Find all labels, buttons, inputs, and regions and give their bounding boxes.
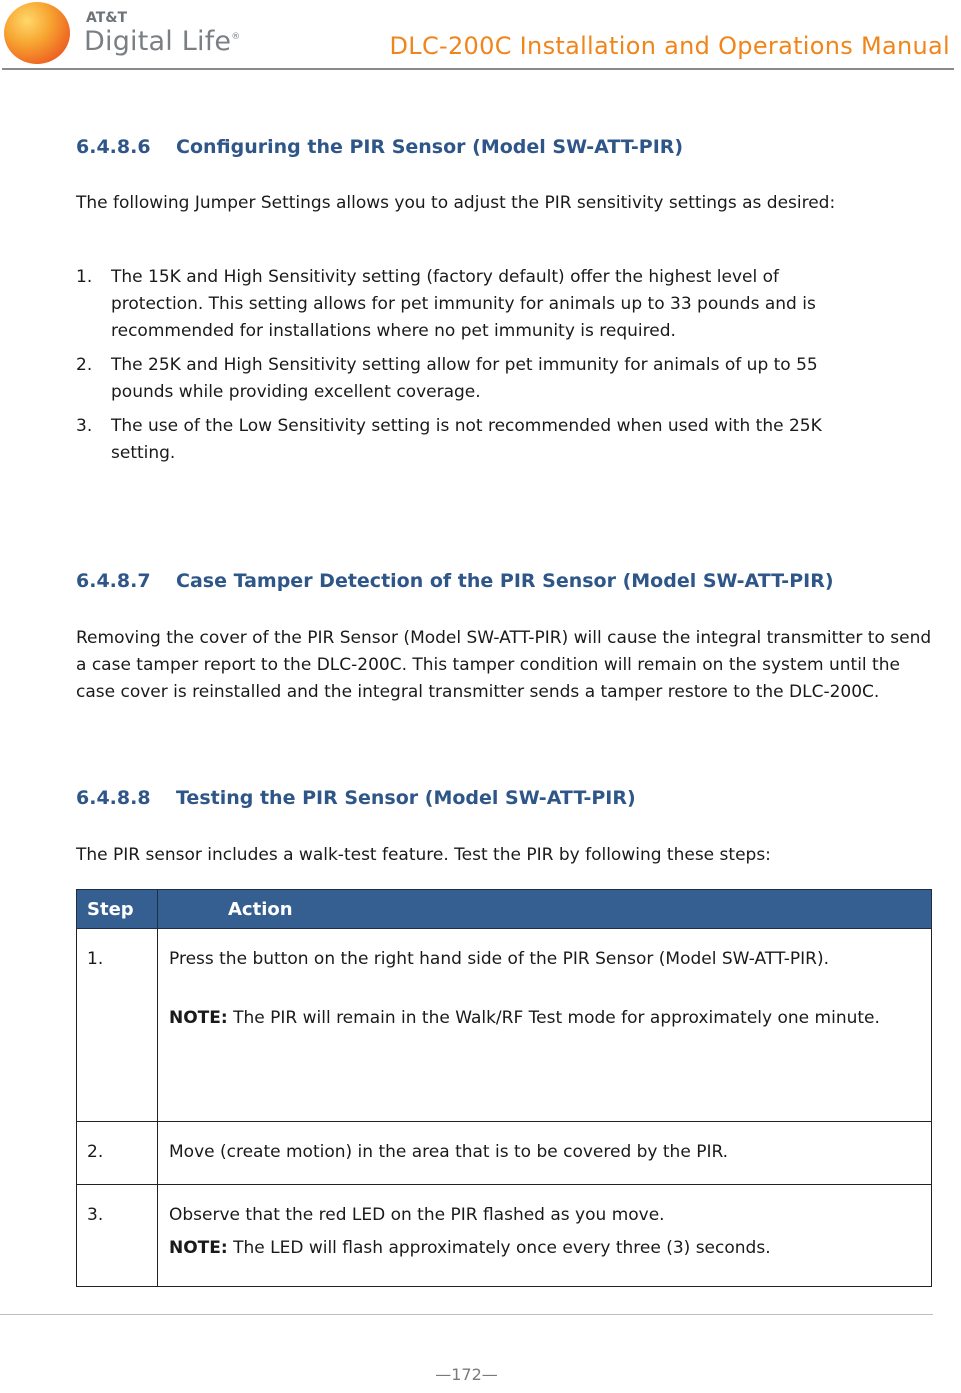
section-intro: The following Jumper Settings allows you to adjust the PIR sensitivity settings as desired:: [76, 193, 836, 213]
action-note: [169, 1236, 911, 1261]
walk-test-steps-table: [76, 889, 932, 1287]
registered-mark: ®: [231, 32, 241, 42]
list-item: [76, 413, 831, 467]
list-number: 3.: [76, 416, 93, 436]
page-header: [0, 0, 961, 72]
section-heading-6-4-8-7: [76, 570, 834, 592]
section-heading-6-4-8-6: [76, 136, 683, 158]
note-label: NOTE:: [169, 1008, 228, 1028]
table-header-row: [77, 890, 932, 929]
table-row: [77, 929, 932, 1122]
section-body: Removing the cover of the PIR Sensor (Model SW-ATT-PIR) will cause the integral transmitter to send a case tamper report to the DLC-200C. This tamper condition will remain on the system until the case cover is reinstalled and the integral transmitter sends a tamper restore to the DLC-200C.: [76, 628, 932, 702]
step-number: 2.: [77, 1122, 158, 1185]
table-row: [77, 1122, 932, 1185]
section-number: 6.4.8.7: [76, 570, 151, 592]
sensitivity-list: [76, 264, 831, 474]
section-number: 6.4.8.6: [76, 136, 151, 158]
section-heading-6-4-8-8: [76, 787, 636, 809]
note-text: The LED will flash approximately once every three (3) seconds.: [227, 1238, 771, 1258]
list-text: The 15K and High Sensitivity setting (factory default) offer the highest level of protection. This setting allows for pet immunity for animals up to 33 pounds and is recommended for installations where no pet immunity is required.: [111, 267, 816, 341]
list-number: 1.: [76, 267, 93, 287]
step-number: 3.: [77, 1185, 158, 1287]
section-title: Testing the PIR Sensor (Model SW-ATT-PIR): [176, 787, 636, 809]
logo-product-text: Digital Life: [84, 26, 232, 57]
action-text: Move (create motion) in the area that is to be covered by the PIR.: [169, 1142, 729, 1162]
section-title: Case Tamper Detection of the PIR Sensor (Model SW-ATT-PIR): [176, 570, 834, 592]
step-action: [158, 1185, 932, 1287]
action-text: Press the button on the right hand side of the PIR Sensor (Model SW-ATT-PIR).: [169, 949, 830, 969]
step-number: 1.: [77, 929, 158, 1122]
section-number: 6.4.8.8: [76, 787, 151, 809]
logo-product: [84, 26, 240, 57]
table-row: [77, 1185, 932, 1287]
action-note: [169, 1006, 911, 1031]
section-title: Configuring the PIR Sensor (Model SW-ATT-PIR): [176, 136, 684, 158]
action-text: Observe that the red LED on the PIR flashed as you move.: [169, 1205, 665, 1225]
section-intro: The PIR sensor includes a walk-test feature. Test the PIR by following these steps:: [76, 845, 771, 865]
logo-brand: AT&T: [86, 10, 128, 26]
list-text: The 25K and High Sensitivity setting allow for pet immunity for animals of up to 55 pounds while providing excellent coverage.: [111, 355, 818, 402]
page-number: —172—: [435, 1365, 498, 1384]
list-item: [76, 352, 831, 406]
list-text: The use of the Low Sensitivity setting is not recommended when used with the 25K setting.: [111, 416, 822, 463]
note-label: NOTE:: [169, 1238, 228, 1258]
column-header-step: Step: [77, 890, 158, 929]
header-divider: [2, 68, 954, 70]
column-header-action: Action: [158, 890, 932, 929]
att-globe-icon: [4, 2, 70, 64]
document-title: DLC-200C Installation and Operations Manual: [389, 32, 950, 60]
step-action: [158, 929, 932, 1122]
note-text: The PIR will remain in the Walk/RF Test mode for approximately one minute.: [227, 1008, 880, 1028]
step-action: [158, 1122, 932, 1185]
footer-divider: [0, 1314, 933, 1315]
list-item: [76, 264, 831, 345]
list-number: 2.: [76, 355, 93, 375]
